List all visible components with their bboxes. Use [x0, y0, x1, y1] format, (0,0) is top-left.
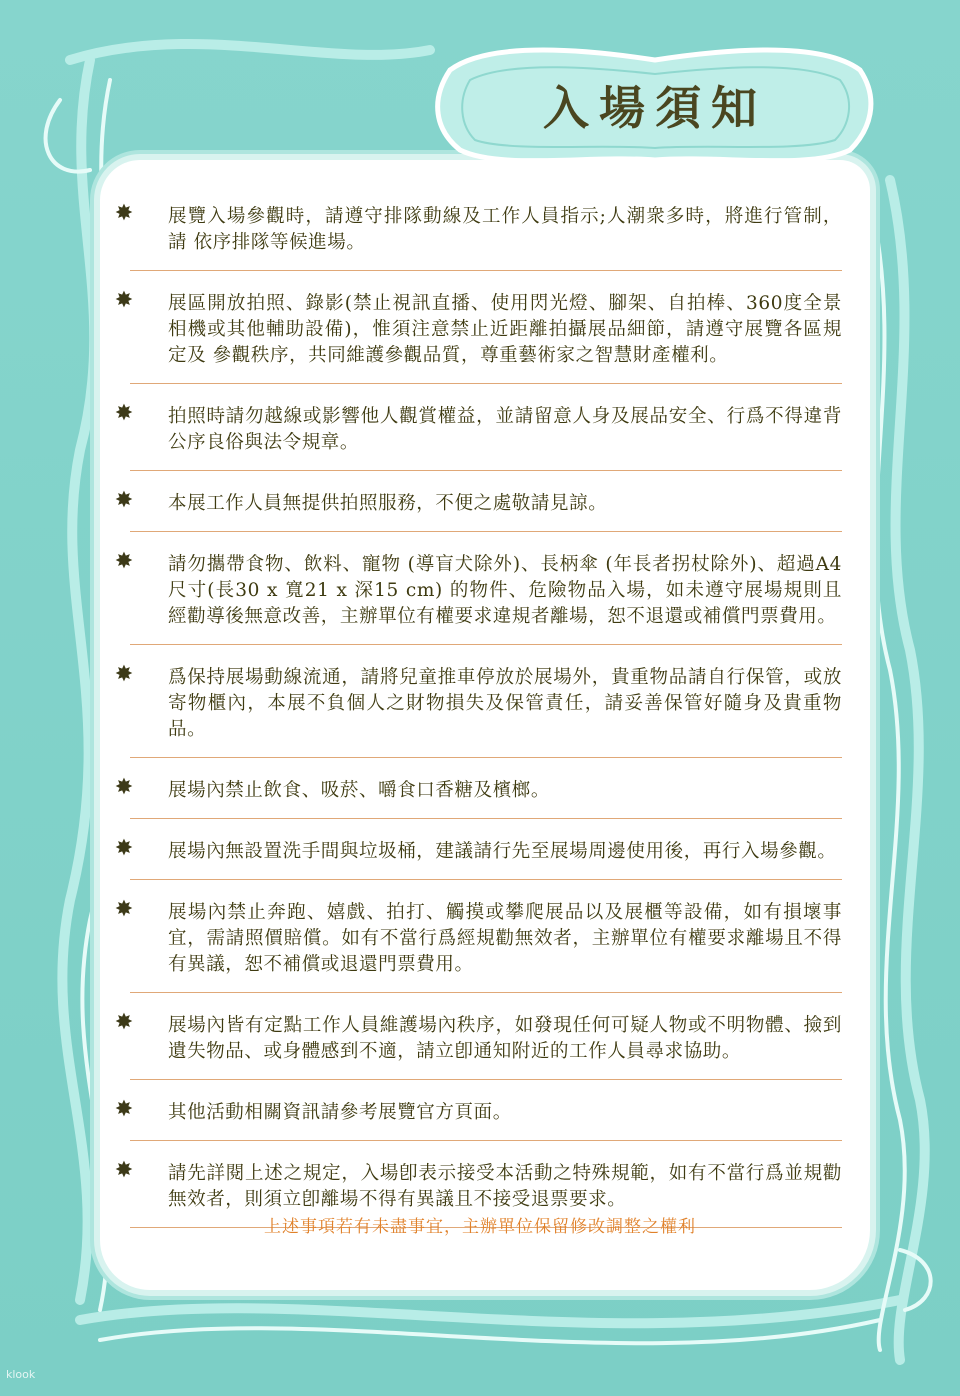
title-plaque: [430, 40, 880, 170]
star-icon: ✸: [114, 897, 134, 922]
rule-text: 其他活動相關資訊請參考展覽官方頁面。: [168, 1102, 512, 1123]
list-item: [114, 1094, 842, 1141]
star-icon: ✸: [114, 775, 134, 800]
page-title: 入場須知: [543, 81, 767, 135]
star-icon: ✸: [114, 836, 134, 861]
rule-text: 本展工作人員無提供拍照服務，不便之處敬請見諒。: [168, 493, 608, 514]
rule-text: 拍照時請勿越線或影響他人觀賞權益，並請留意人身及展品安全、行爲不得違背公序良俗與法令規章。: [168, 406, 842, 453]
rule-text: 展場內禁止奔跑、嬉戲、拍打、觸摸或攀爬展品以及展櫃等設備，如有損壞事宜，需請照價賠償。如有不當行爲經規勸無效者，主辦單位有權要求離場且不得有異議，恕不補償或退還門票費用。: [168, 902, 842, 975]
rule-text: 展區開放拍照、錄影(禁止視訊直播、使用閃光燈、腳架、自拍棒、360度全景相機或其他輔助設備)，惟須注意禁止近距離拍攝展品細節，請遵守展覽各區規定及 參觀秩序，共同維護參觀品質，尊重藝術家之智慧財產權利。: [168, 293, 842, 366]
list-item: [114, 894, 842, 993]
rule-text: 請勿攜帶食物、飲料、寵物 (導盲犬除外)、長柄傘 (年長者拐杖除外)、超過A4尺寸(長30 x 寬21 x 深15 cm) 的物件、危險物品入場，如未遵守展場規則且經勸導後無意改善，主辦單位有權要求違規者離場，恕不退還或補償門票費用。: [168, 554, 842, 627]
rule-text: 展場內皆有定點工作人員維護場內秩序，如發現任何可疑人物或不明物體、撿到遺失物品、或身體感到不適，請立卽通知附近的工作人員尋求協助。: [168, 1015, 842, 1062]
list-item: [114, 659, 842, 758]
star-icon: ✸: [114, 201, 134, 226]
footnote: 上述事項若有未盡事宜，主辦單位保留修改調整之權利: [264, 1217, 696, 1237]
star-icon: ✸: [114, 549, 134, 574]
list-item: [114, 285, 842, 384]
rule-text: 請先詳閱上述之規定，入場卽表示接受本活動之特殊規範，如有不當行爲並規勸無效者，則須立卽離場不得有異議且不接受退票要求。: [168, 1163, 842, 1210]
list-item: [114, 546, 842, 645]
list-item: [114, 398, 842, 471]
rule-text: 展場內禁止飲食、吸菸、嚼食口香糖及檳榔。: [168, 780, 551, 801]
rules-list: [112, 198, 842, 1242]
star-icon: ✸: [114, 488, 134, 513]
rule-text: 展覽入場參觀時，請遵守排隊動線及工作人員指示;人潮衆多時，將進行管制，請 依序排隊等候進場。: [168, 206, 842, 253]
star-icon: ✸: [114, 662, 134, 687]
star-icon: ✸: [114, 1097, 134, 1122]
rule-text: 爲保持展場動線流通，請將兒童推車停放於展場外，貴重物品請自行保管，或放寄物櫃內，本展不負個人之財物損失及保管責任，請妥善保管好隨身及貴重物品。: [168, 667, 842, 740]
list-item: [114, 833, 842, 880]
list-item: [114, 772, 842, 819]
watermark: klook: [6, 1368, 36, 1381]
list-item: [114, 198, 842, 271]
list-item: [114, 485, 842, 532]
rule-text: 展場內無設置洗手間與垃圾桶，建議請行先至展場周邊使用後，再行入場參觀。: [168, 841, 837, 862]
star-icon: ✸: [114, 401, 134, 426]
star-icon: ✸: [114, 288, 134, 313]
star-icon: ✸: [114, 1010, 134, 1035]
list-item: [114, 1007, 842, 1080]
star-icon: ✸: [114, 1158, 134, 1183]
